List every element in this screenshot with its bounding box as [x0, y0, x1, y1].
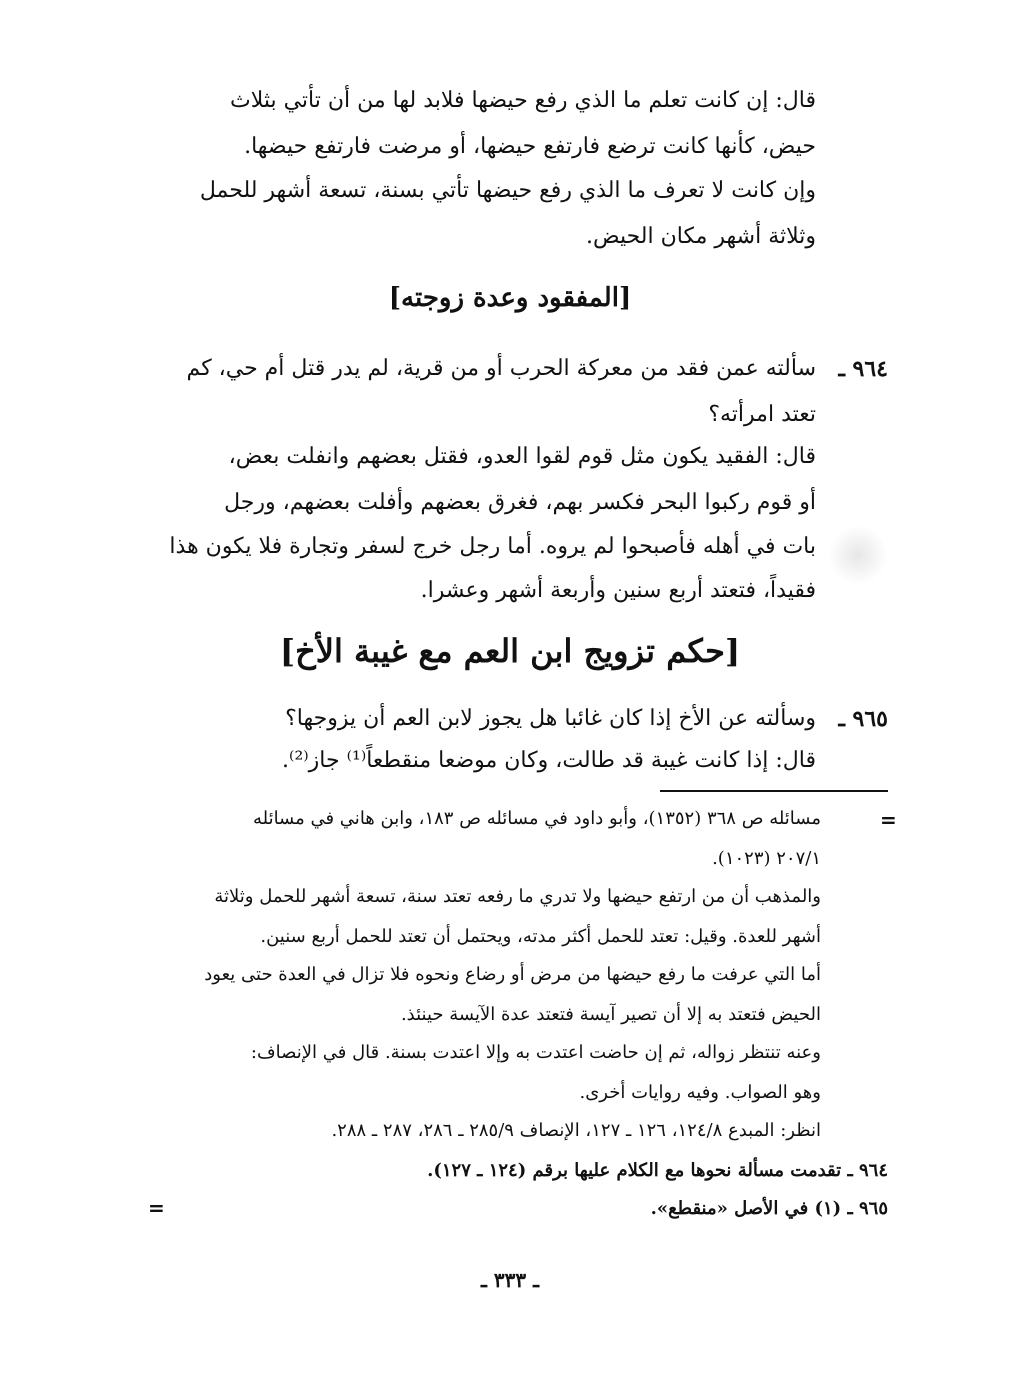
footnote-line: أما التي عرفت ما رفع حيضها من مرض أو رضاع ونحوه فلا تزال في العدة حتى يعود: [204, 964, 821, 985]
text-line: وإن كانت لا تعرف ما الذي رفع حيضها تأتي بسنة، تسعة أشهر للحمل: [199, 178, 816, 203]
page-number: ـ ٣٣٣ ـ: [481, 1268, 539, 1292]
text-line: تعتد امرأته؟: [708, 402, 816, 427]
text-line: بات في أهله فأصبحوا لم يروه. أما رجل خرج لسفر وتجارة فلا يكون هذا: [169, 534, 816, 559]
footnote-line: وعنه تنتظر زواله، ثم إن حاضت اعتدت به وإلا اعتدت بسنة. قال في الإنصاف:: [250, 1042, 821, 1063]
text-line: حيض، كأنها كانت ترضع فارتفع حيضها، أو مرضت فارتفع حيضها.: [244, 134, 816, 159]
footnote-line: وهو الصواب. وفيه روايات أخرى.: [579, 1082, 821, 1103]
section-heading: [حكم تزويج ابن العم مع غيبة الأخ]: [279, 632, 741, 670]
footnote-line: والمذهب أن من ارتفع حيضها ولا تدري ما رفعه تعتد سنة، تسعة أشهر للحمل وثلاثة: [214, 886, 821, 907]
text-line: وثلاثة أشهر مكان الحيض.: [586, 224, 816, 249]
text-line: فقيداً، فتعتد أربع سنين وأربعة أشهر وعشرا.: [420, 578, 816, 603]
footnote-line: ٩٦٤ ـ تقدمت مسألة نحوها مع الكلام عليها برقم (١٢٤ ـ ١٢٧).: [427, 1160, 888, 1181]
footnote-line: انظر: المبدع ١٢٤/٨، ١٢٦ ـ ١٢٧، الإنصاف ٢٨٥/٩ ـ ٢٨٦، ٢٨٧ ـ ٢٨٨.: [331, 1120, 821, 1141]
continuation-mark: =: [880, 808, 897, 832]
footnote-separator: [660, 790, 888, 792]
section-heading: [المفقود وعدة زوجته]: [388, 283, 632, 313]
text-line: قال: إن كانت تعلم ما الذي رفع حيضها فلابد لها من أن تأتي بثلاث: [230, 88, 816, 113]
question-number: ٩٦٤ ـ: [838, 356, 888, 382]
footnote-line: مسائله ص ٣٦٨ (١٣٥٢)، وأبو داود في مسائله ص ١٨٣، وابن هاني في مسائله: [252, 808, 821, 829]
text-line: وسألته عن الأخ إذا كان غائبا هل يجوز لابن العم أن يزوجها؟: [285, 706, 816, 731]
text-line: أو قوم ركبوا البحر فكسر بهم، فغرق بعضهم وأفلت بعضهم، ورجل: [224, 490, 816, 515]
footnote-line: الحيض فتعتد به إلا أن تصير آيسة فتعتد عدة الآيسة حينئذ.: [400, 1004, 821, 1025]
footnote-line: ٩٦٥ ـ (١) في الأصل «منقطع».: [650, 1198, 888, 1219]
text-line: سألته عمن فقد من معركة الحرب أو من قرية، لم يدر قتل أم حي، كم: [186, 356, 816, 381]
footnote-line: أشهر للعدة. وقيل: تعتد للحمل أكثر مدته، ويحتمل أن تعتد للحمل أربع سنين.: [260, 926, 821, 947]
scan-smudge: [828, 525, 888, 585]
question-number: ٩٦٥ ـ: [838, 706, 888, 732]
footnote-line: ٢٠٧/١ (١٠٢٣).: [712, 848, 821, 869]
continuation-mark: =: [148, 1196, 165, 1220]
text-line: قال: الفقيد يكون مثل قوم لقوا العدو، فقتل بعضهم وانفلت بعض،: [228, 444, 816, 469]
text-line: قال: إذا كانت غيبة قد طالت، وكان موضعا منقطعاً⁽¹⁾ جاز⁽²⁾.: [282, 748, 816, 773]
